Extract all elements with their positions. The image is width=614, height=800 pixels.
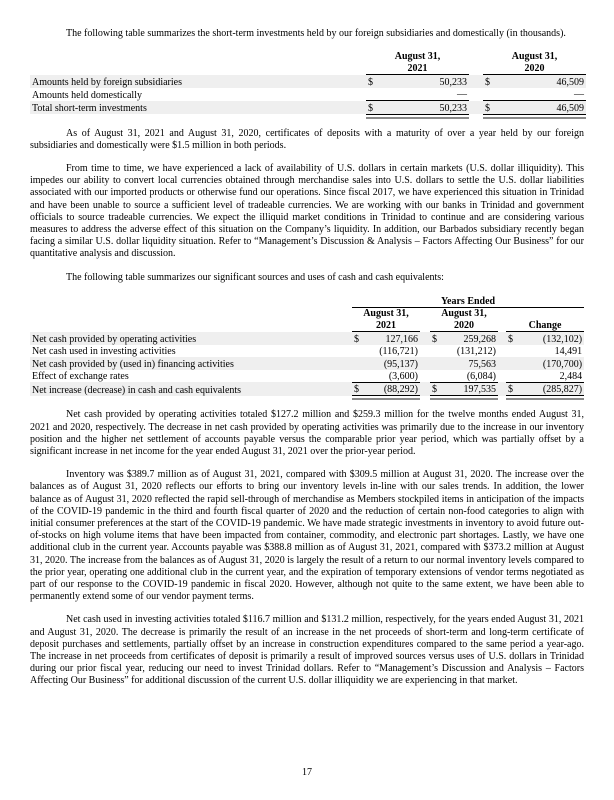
value-2020: — bbox=[574, 89, 585, 101]
column-header-aug-2020: August 31, 2020 bbox=[430, 308, 498, 332]
value-change: (170,700) bbox=[519, 357, 584, 369]
value-2021: (95,137) bbox=[365, 357, 420, 369]
value-2020: 46,509 bbox=[497, 101, 586, 114]
value-2021: (3,600) bbox=[388, 370, 418, 382]
table-header-row bbox=[30, 308, 584, 332]
row-label: Effect of exchange rates bbox=[32, 371, 129, 383]
value-2020: (6,084) bbox=[466, 370, 496, 382]
value-2020: 259,268 bbox=[443, 332, 498, 345]
value-2020: 197,535 bbox=[443, 382, 498, 395]
table-header-row bbox=[30, 51, 586, 75]
value-2021: 50,233 bbox=[380, 101, 469, 114]
currency-symbol: $ bbox=[430, 332, 443, 345]
table-row bbox=[30, 370, 584, 383]
table-row-total bbox=[30, 101, 586, 114]
currency-symbol bbox=[483, 88, 497, 101]
value-change: (132,102) bbox=[519, 332, 584, 345]
currency-symbol: $ bbox=[483, 101, 497, 114]
table-row bbox=[30, 357, 584, 369]
currency-symbol bbox=[352, 357, 365, 369]
value-2021: 127,166 bbox=[365, 332, 420, 345]
paragraph-investing: Net cash used in investing activities totaled $116.7 million and $131.2 million, respectively, for the years ended August 31, 2021 and August 31, 2020. The decrease is primarily the result of an increase in the net proceeds of short-term and long-term certificate of deposit purchases and settlements, partially offset by an increase in construction expenditures compared to the same period a year-ago. The increase in net proceeds from certificates of deposit is primarily a result of improved sources versus uses of U.S. dollars in Trinidad during our prior fiscal year, reducing our need to invest Trinidad dollars. Refer to “Management’s Discussion and Analysis – Factors Affecting Our Business” for additional discussion of the current U.S. dollar illiquidity we are experiencing in that market. bbox=[30, 614, 584, 687]
currency-symbol bbox=[506, 370, 519, 383]
currency-symbol bbox=[506, 345, 519, 357]
short-term-investments-table bbox=[30, 51, 586, 118]
value-2021: — bbox=[457, 89, 468, 101]
row-label: Net cash provided by (used in) financing activities bbox=[30, 357, 342, 369]
value-change: 14,491 bbox=[554, 346, 583, 358]
value-change: 2,484 bbox=[559, 370, 583, 382]
currency-symbol bbox=[430, 345, 443, 357]
table-row bbox=[30, 332, 584, 345]
currency-symbol bbox=[366, 88, 380, 101]
currency-symbol bbox=[430, 370, 443, 383]
row-label: Amounts held by foreign subsidiaries bbox=[30, 75, 352, 88]
currency-symbol: $ bbox=[352, 332, 365, 345]
currency-symbol: $ bbox=[506, 382, 519, 395]
column-header-aug-2021: August 31, 2021 bbox=[352, 308, 420, 332]
currency-symbol: $ bbox=[366, 75, 380, 88]
column-header-aug-2021: August 31, 2021 bbox=[366, 51, 469, 75]
value-2020: 75,563 bbox=[443, 357, 498, 369]
currency-symbol: $ bbox=[366, 101, 380, 114]
currency-symbol bbox=[352, 345, 365, 357]
value-2021: (88,292) bbox=[365, 382, 420, 395]
paragraph-cash-intro: The following table summarizes our significant sources and uses of cash and cash equivalents: bbox=[66, 271, 444, 283]
paragraph-inventory: Inventory was $389.7 million as of August 31, 2021, compared with $309.5 million at August 31, 2020. The increase over the balances as of August 31, 2020 reflects our efforts to bring our inventory levels in-line with our sales trends. In addition, the lower balance as of August 31, 2020 reflected the rapid sell-through of merchandise as Members stockpiled items in anticipation of the impacts of the COVID-19 pandemic in the third and fourth fiscal quarter of 2020 and the reduction of certain non-food categories to align with initial consumer preferences at the start of the COVID-19 pandemic. We have made strategic investments in inventory to avoid future out-of-stocks on high volume items that have been impacted from container, commodity, and electronic part shortages. Lastly, we have one additional club in the current year. Accounts payable was $388.8 million as of August 31, 2021, compared with $373.2 million at August 31, 2020. The increase from the balances as of August 31, 2020 is largely the result of a return to our normal inventory levels compared to the prior year, operating one additional club in the current year, and the expiration of temporary extensions of vendor terms negotiated as part of our response to the COVID-19 pandemic in fiscal 2020. However, although not quite to the same extent, we have been able to permanently extend some of our vendor payment terms. bbox=[30, 469, 584, 603]
row-label: Net cash provided by operating activities bbox=[30, 332, 342, 345]
currency-symbol bbox=[430, 357, 443, 369]
double-rule-row bbox=[30, 114, 586, 119]
table-row bbox=[30, 75, 586, 88]
row-label: Net cash used in investing activities bbox=[32, 346, 176, 358]
value-2021: (116,721) bbox=[379, 346, 418, 358]
cash-flows-table bbox=[30, 295, 584, 401]
currency-symbol: $ bbox=[483, 75, 497, 88]
double-rule bbox=[483, 117, 586, 119]
column-header-aug-2020: August 31, 2020 bbox=[483, 51, 586, 75]
double-rule bbox=[430, 398, 498, 400]
row-label: Net increase (decrease) in cash and cash equivalents bbox=[30, 382, 342, 395]
double-rule bbox=[352, 398, 420, 400]
paragraph-short-term-intro: The following table summarizes the short-term investments held by our foreign subsidiaries and domestically (in thousands). bbox=[66, 28, 566, 39]
currency-symbol bbox=[352, 370, 365, 383]
column-header-change: Change bbox=[506, 308, 584, 332]
value-2020: (131,212) bbox=[456, 346, 496, 358]
value-change: (285,827) bbox=[519, 382, 584, 395]
value-2020: 46,509 bbox=[497, 75, 586, 88]
double-rule-row bbox=[30, 396, 584, 401]
page-number: 17 bbox=[302, 767, 312, 778]
row-label: Amounts held domestically bbox=[32, 89, 142, 101]
currency-symbol bbox=[506, 357, 519, 369]
years-ended-header: Years Ended bbox=[352, 295, 584, 308]
value-2021: 50,233 bbox=[380, 75, 469, 88]
table-row bbox=[30, 88, 586, 101]
currency-symbol: $ bbox=[352, 382, 365, 395]
double-rule bbox=[506, 398, 584, 400]
currency-symbol: $ bbox=[430, 382, 443, 395]
paragraph-certificates: As of August 31, 2021 and August 31, 2020, certificates of deposits with a maturity of over a year held by our foreign subsidiaries and domestically were $1.5 million in both periods. bbox=[30, 127, 584, 151]
span-header-row bbox=[30, 295, 584, 308]
double-rule bbox=[366, 117, 469, 119]
paragraph-illiquidity: From time to time, we have experienced a lack of availability of U.S. dollars in certain markets (U.S. dollar illiquidity). This impedes our ability to convert local currencies obtained through merchandise sales into U.S. dollars to settle the U.S. dollar liabilities associated with our imported products or otherwise fund our operations. Since fiscal 2017, we have experienced this situation in Trinidad and have been unable to source a sufficient level of tradeable currencies. We are working with our banks in Trinidad and government officials to source tradeable currencies. We expect the illiquid market conditions in Trinidad to continue and are considering various measures to address the adverse effect of this situation on the Company’s liquidity. In addition, our Barbados subsidiary recently began facing a similar U.S. dollar liquidity situation. Refer to “Management’s Discussion & Analysis – Factors Affecting Our Business” for our quantitative analysis and discussion. bbox=[30, 162, 584, 260]
header-spacer bbox=[30, 51, 352, 75]
paragraph-operating: Net cash provided by operating activities totaled $127.2 million and $259.3 million for the twelve months ended August 31, 2021 and 2020, respectively. The decrease in net cash provided by operating activities was primarily due to the increase in our inventory position and the higher net settlement of accounts payable versus the comparable prior year period, which was partially offset by a significant increase in net income for the year ended August 31, 2021 over the prior-year period. bbox=[30, 409, 584, 457]
table-row bbox=[30, 345, 584, 357]
row-label: Total short-term investments bbox=[30, 101, 352, 114]
currency-symbol: $ bbox=[506, 332, 519, 345]
table-row-total bbox=[30, 382, 584, 395]
